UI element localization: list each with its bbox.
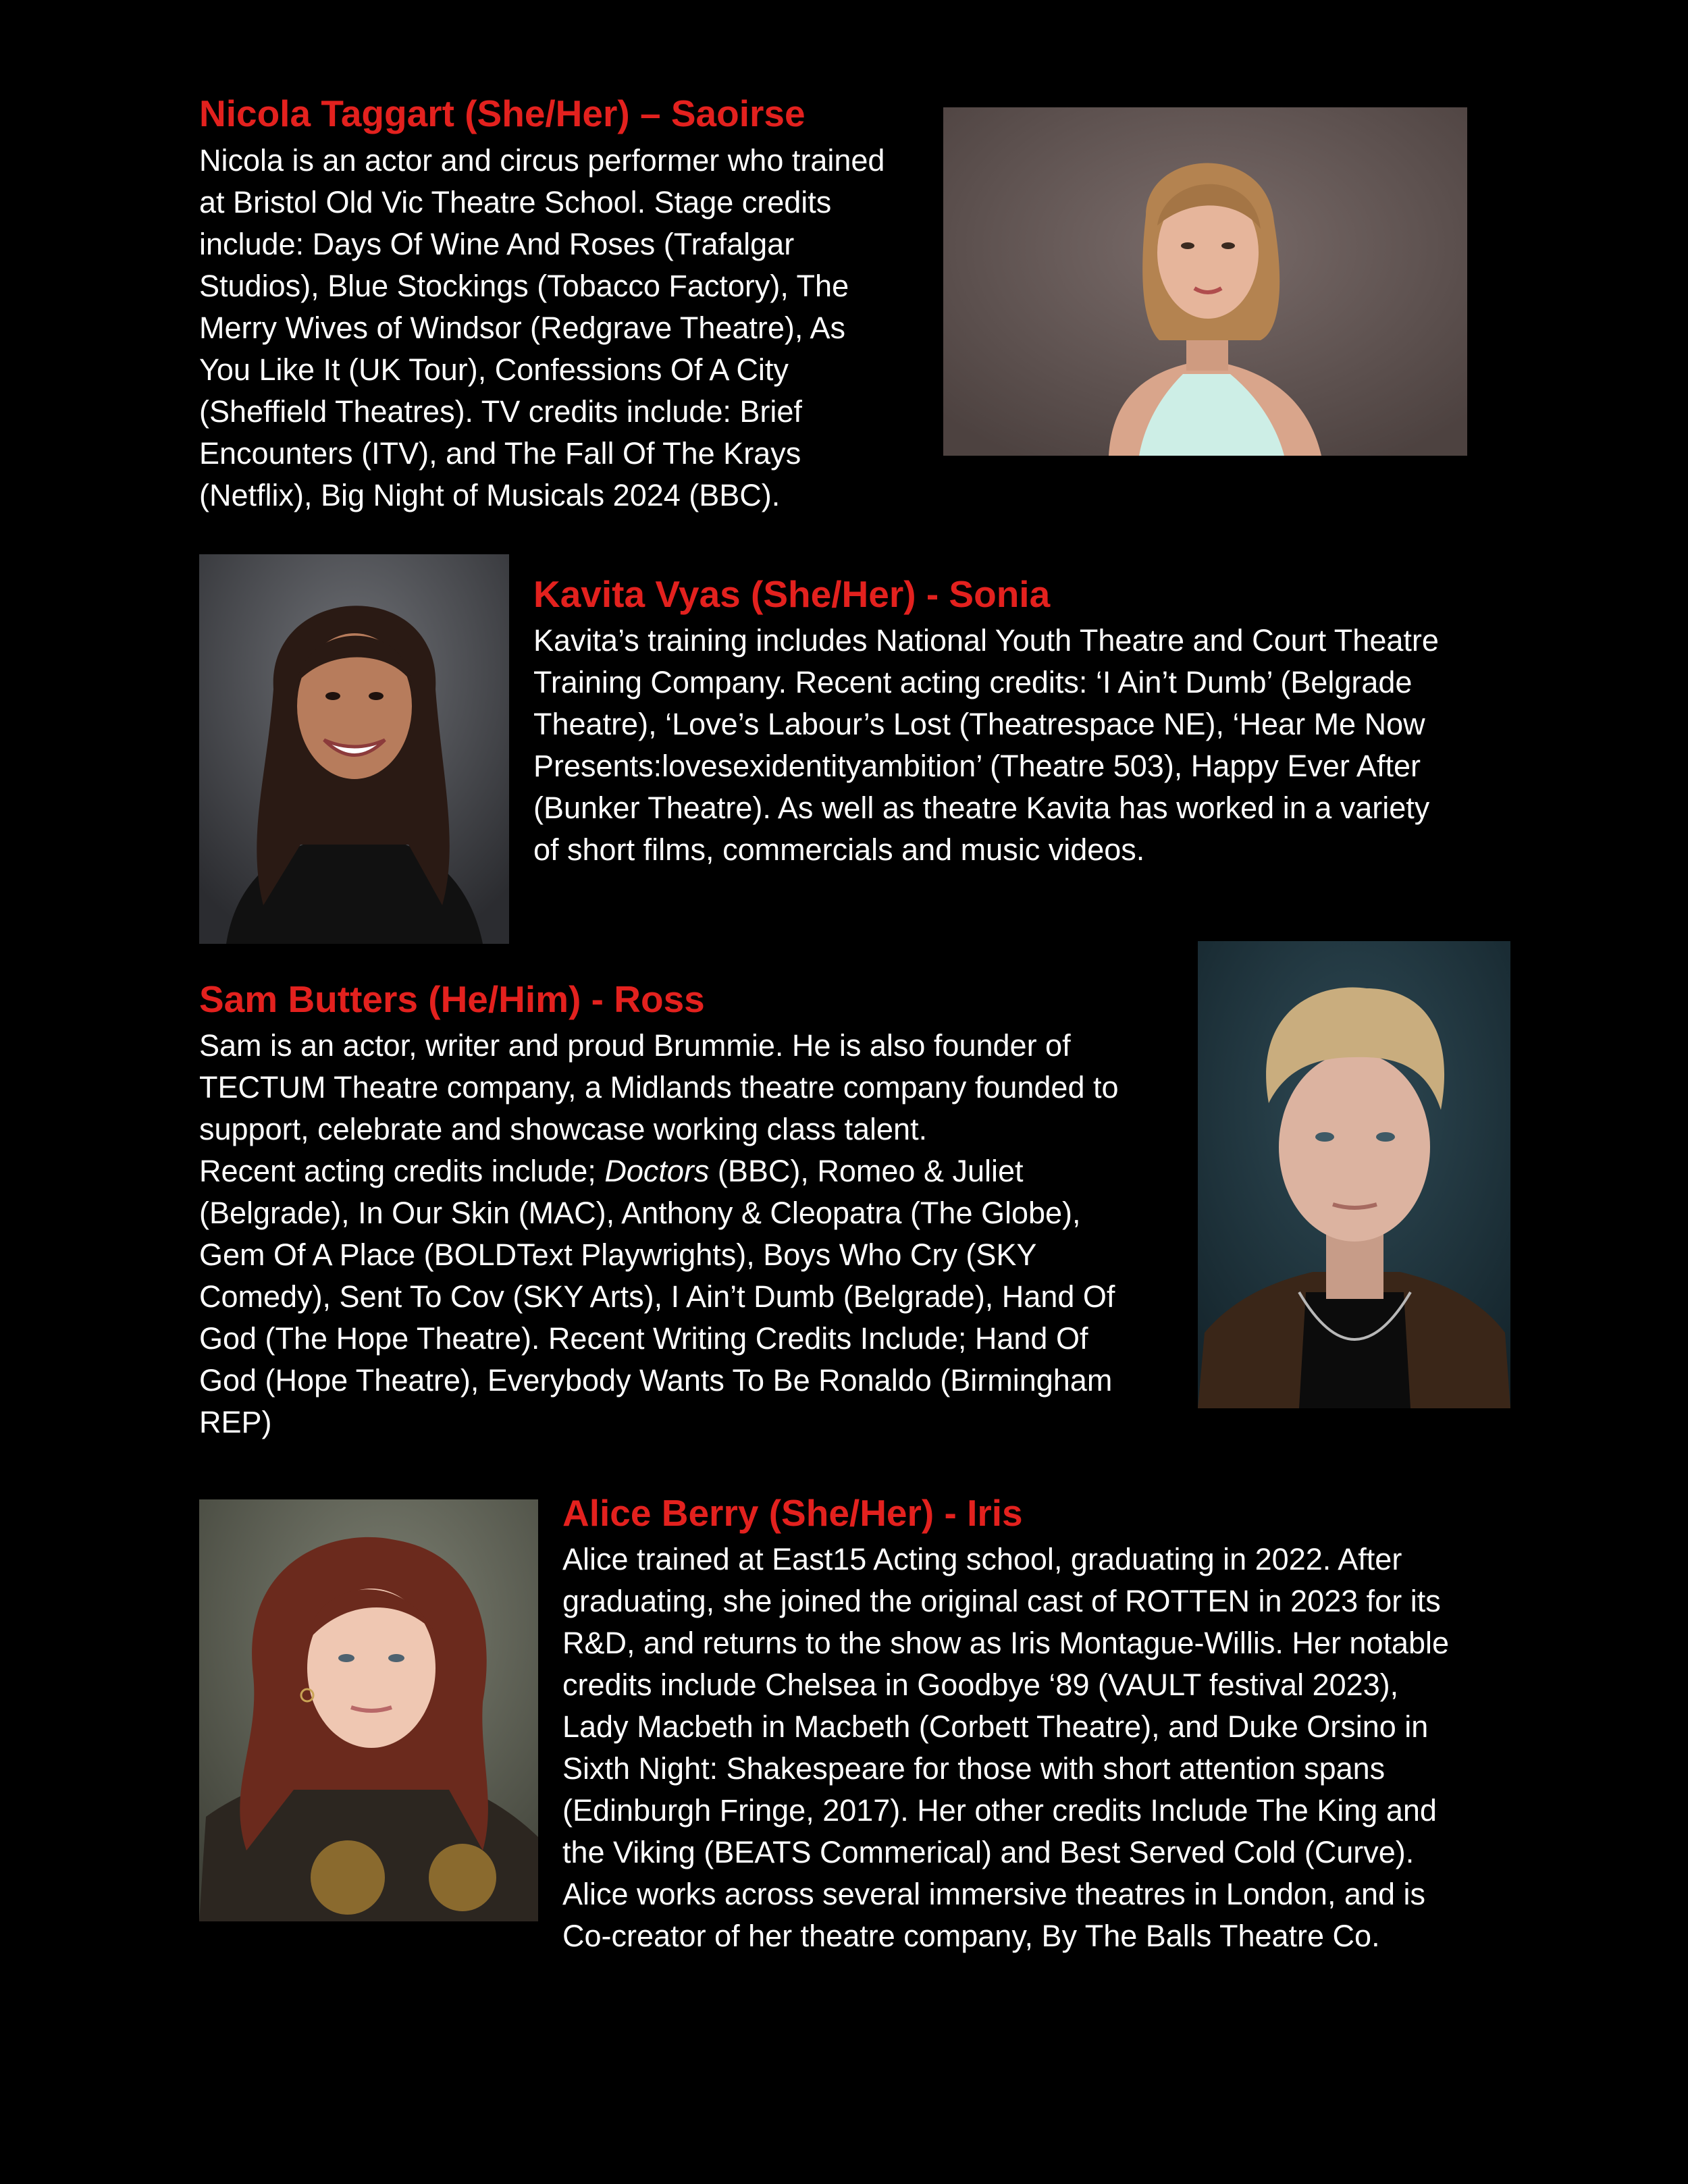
cast-name-nicola: Nicola Taggart (She/Her) – Saoirse [199, 92, 806, 134]
cast-bio-sam: Sam is an actor, writer and proud Brummie. He is also founder of TECTUM Theatre company, a Midlands theatre company founded to support, celebrate and showcase working class talent. Recent acting credits include; Doctors (BBC), Romeo & Juliet (Belgrade), In Our Skin (MAC), Anthony & Cleopatra (The Globe), Gem Of A Place (BOLDText Playwrights), Boys Who Cry (SKY Comedy), Sent To Cov (SKY Arts), I Ain’t Dumb (Belgrade), Hand Of God (The Hope Theatre). Recent Writing Credits Include; Hand Of God (Hope Theatre), Everybody Wants To Be Ronaldo (Birmingham REP) [199, 1028, 1119, 1439]
headshot-kavita [199, 554, 509, 944]
doctors-credit: Doctors [604, 1154, 710, 1188]
cast-bio-alice: Alice trained at East15 Acting school, graduating in 2022. After graduating, she joined the original cast of ROTTEN in 2023 for its R&D, and returns to the show as Iris Montague-Willis. Her notable credits include Chelsea in Goodbye ‘89 (VAULT festival 2023), Lady Macbeth in Macbeth (Corbett Theatre), and Duke Orsino in Sixth Night: Shakespeare for those with short attention spans (Edinburgh Fringe, 2017). Her other credits Include The King and the Viking (BEATS Commerical) and Best Served Cold (Curve). Alice works across several immersive theatres in London, and is Co-creator of her theatre company, By The Balls Theatre Co. [562, 1542, 1450, 1953]
cast-name-sam: Sam Butters (He/Him) - Ross [199, 978, 705, 1020]
headshot-nicola [943, 107, 1467, 456]
headshot-alice [199, 1499, 538, 1921]
cast-name-kavita: Kavita Vyas (She/Her) - Sonia [533, 573, 1051, 615]
headshot-sam [1198, 941, 1510, 1408]
cast-bio-kavita: Kavita’s training includes National Youth Theatre and Court Theatre Training Company. Recent acting credits: ‘I Ain’t Dumb’ (Belgrade Theatre), ‘Love’s Labour’s Lost (Theatrespace NE), ‘Hear Me Now Presents:lovesexidentityambition’ (Theatre 503), Happy Ever After (Bunker Theatre). As well as theatre Kavita has worked in a variety of short films, commercials and music videos. [533, 623, 1439, 867]
cast-name-alice: Alice Berry (She/Her) - Iris [562, 1492, 1023, 1534]
cast-bio-nicola: Nicola is an actor and circus performer who trained at Bristol Old Vic Theatre School. Stage credits include: Days Of Wine And Roses (Trafalgar Studios), Blue Stockings (Tobacco Factory), The Merry Wives of Windsor (Redgrave Theatre), As You Like It (UK Tour), Confessions Of A City (Sheffield Theatres). TV credits include: Brief Encounters (ITV), and The Fall Of The Krays (Netflix), Big Night of Musicals 2024 (BBC). [199, 143, 885, 512]
